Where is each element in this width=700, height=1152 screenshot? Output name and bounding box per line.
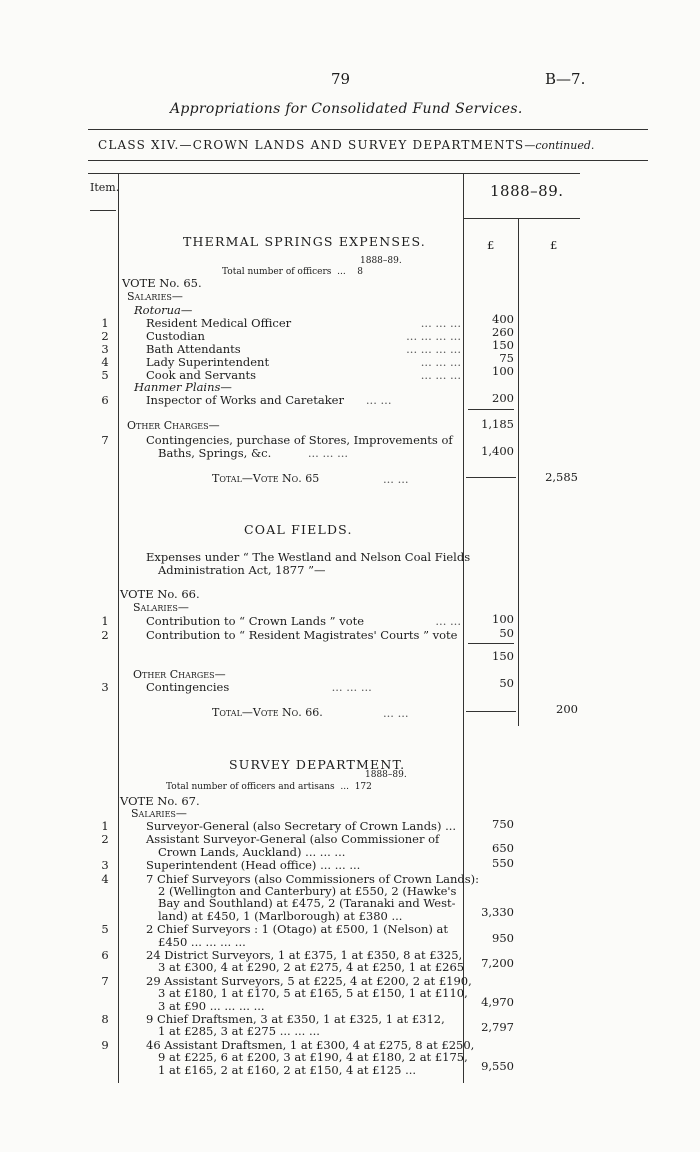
item-number: 5 bbox=[101, 922, 109, 937]
item-leader: ... ... ... ... bbox=[406, 329, 461, 343]
vote-number: VOTE No. 67. bbox=[120, 794, 200, 808]
item-amount: 150 bbox=[492, 338, 514, 352]
item-description: 2 Chief Surveyors : 1 (Otago) at £500, 1 (Nelson) at bbox=[146, 922, 449, 937]
item-label: Contribution to “ Resident Magistrates' Courts ” vote bbox=[146, 628, 458, 642]
vote-total-amount: 200 bbox=[556, 702, 578, 716]
page-number: 79 bbox=[331, 70, 351, 88]
item-number: 9 bbox=[101, 1037, 109, 1052]
item-description-cont: 3 at £180, 1 at £170, 5 at £165, 5 at £150, 1 at £110, bbox=[158, 986, 468, 1001]
item-leader: ... ... ... ... bbox=[406, 342, 461, 356]
item-amount: 4,970 bbox=[481, 994, 514, 1009]
section-title-survey: SURVEY DEPARTMENT. bbox=[229, 757, 406, 772]
officers-year: 1888–89. bbox=[365, 770, 407, 780]
section-title-coal: COAL FIELDS. bbox=[244, 522, 353, 537]
item-header-rule bbox=[90, 210, 116, 211]
salaries-heading: Salaries— bbox=[127, 290, 183, 303]
vote-number: VOTE No. 65. bbox=[122, 276, 202, 290]
year-header: 1888–89. bbox=[490, 182, 564, 200]
item-number: 3 bbox=[101, 680, 109, 694]
item-amount: 50 bbox=[499, 626, 514, 640]
item-description bbox=[146, 628, 461, 642]
item-number: 2 bbox=[101, 832, 109, 847]
item-description bbox=[146, 329, 461, 343]
item-column-divider bbox=[118, 173, 119, 1083]
item-description-cont: Bay and Southland) at £475, 2 (Taranaki and West- bbox=[158, 896, 456, 911]
subtotal-amount: 1,185 bbox=[481, 417, 514, 431]
item-description bbox=[146, 355, 461, 369]
item-description-cont: 3 at £90 ... ... ... ... bbox=[158, 998, 265, 1013]
item-amount: 7,200 bbox=[481, 956, 514, 971]
vote-number: VOTE No. 66. bbox=[120, 587, 200, 601]
top-rule bbox=[88, 129, 648, 130]
item-description: 24 District Surveyors, 1 at £375, 1 at £350, 8 at £325, bbox=[146, 948, 463, 962]
item-description-cont: land) at £450, 1 (Marlborough) at £380 ... bbox=[158, 908, 403, 923]
currency-symbol-total: £ bbox=[550, 238, 558, 252]
item-amount: 100 bbox=[492, 612, 514, 626]
page-title: Appropriations for Consolidated Fund Services. bbox=[170, 101, 523, 117]
item-number: 1 bbox=[101, 316, 109, 330]
item-label: Contribution to “ Crown Lands ” vote bbox=[146, 614, 365, 628]
coal-description-cont: Administration Act, 1877 ”— bbox=[158, 563, 326, 577]
item-number: 4 bbox=[101, 871, 109, 886]
item-label: Custodian bbox=[146, 329, 205, 343]
total-rule bbox=[466, 477, 516, 478]
item-description-cont: 1 at £165, 2 at £160, 2 at £150, 4 at £125 ... bbox=[158, 1062, 417, 1077]
item-leader: ... ... ... bbox=[420, 355, 461, 369]
item-amount: 75 bbox=[499, 351, 514, 365]
section-title-thermal: THERMAL SPRINGS EXPENSES. bbox=[183, 234, 426, 249]
item-number: 3 bbox=[101, 858, 109, 873]
item-number: 6 bbox=[101, 948, 109, 962]
salaries-heading: Salaries— bbox=[133, 601, 189, 614]
heading-rule bbox=[88, 160, 648, 161]
other-charges-heading: Other Charges— bbox=[133, 668, 226, 681]
vote-total-label: Total—Vote No. 65 bbox=[212, 472, 320, 485]
year-header-rule bbox=[463, 218, 580, 219]
item-description: Contingencies ... ... ... bbox=[146, 680, 372, 694]
item-description: Superintendent (Head office) ... ... ... bbox=[146, 858, 361, 873]
vote-total-amount: 2,585 bbox=[545, 470, 578, 484]
item-description-cont: Baths, Springs, &c. ... ... ... bbox=[158, 446, 349, 460]
item-amount: 2,797 bbox=[481, 1020, 514, 1035]
coal-description: Expenses under “ The Westland and Nelson Coal Fields bbox=[146, 550, 471, 564]
item-description: 9 Chief Draftsmen, 3 at £350, 1 at £325, 1 at £312, bbox=[146, 1012, 445, 1026]
amount-column-divider bbox=[463, 173, 464, 1083]
item-description-cont: 2 (Wellington and Canterbury) at £550, 2 (Hawke's bbox=[158, 884, 457, 898]
item-amount: 200 bbox=[492, 391, 514, 405]
item-amount: 400 bbox=[492, 312, 514, 326]
item-column-label: Item. bbox=[90, 181, 120, 194]
item-description bbox=[146, 342, 461, 356]
item-description: 29 Assistant Surveyors, 5 at £225, 4 at £200, 2 at £190, bbox=[146, 973, 472, 988]
item-description bbox=[146, 614, 461, 628]
subheading-hanmer: Hanmer Plains— bbox=[134, 380, 232, 394]
other-charges-heading: Other Charges— bbox=[127, 419, 220, 432]
item-amount: 550 bbox=[492, 856, 514, 871]
currency-symbol-detail: £ bbox=[487, 238, 495, 252]
item-label: Bath Attendants bbox=[146, 342, 241, 356]
table-top-rule bbox=[88, 173, 580, 174]
vote-total-leader: ... ... bbox=[383, 472, 409, 486]
subtotal-amount: 150 bbox=[492, 649, 514, 663]
item-description-cont: 9 at £225, 6 at £200, 3 at £190, 4 at £180, 2 at £175, bbox=[158, 1050, 468, 1065]
item-number: 8 bbox=[101, 1012, 109, 1026]
item-leader: ... ... bbox=[435, 614, 461, 628]
subtotal-rule bbox=[468, 643, 514, 644]
item-number: 6 bbox=[101, 393, 109, 407]
salaries-heading: Salaries— bbox=[131, 807, 187, 820]
officers-count-line: Total number of officers ... 8 bbox=[222, 267, 363, 277]
item-amount: 50 bbox=[499, 676, 514, 690]
item-description-cont: 1 at £285, 3 at £275 ... ... ... bbox=[158, 1024, 320, 1039]
item-amount: 1,400 bbox=[481, 444, 514, 458]
class-heading: CLASS XIV.—CROWN LANDS AND SURVEY DEPARTMENTS—continued. bbox=[98, 138, 595, 152]
subheading-rotorua: Rotorua— bbox=[134, 303, 193, 317]
item-leader: ... ... ... bbox=[420, 316, 461, 330]
item-description-cont: £450 ... ... ... ... bbox=[158, 934, 246, 949]
item-description: Surveyor-General (also Secretary of Crown Lands) ... bbox=[146, 819, 457, 833]
item-amount: 750 bbox=[492, 817, 514, 831]
item-number: 3 bbox=[101, 342, 109, 356]
item-description: Contingencies, purchase of Stores, Improvements of bbox=[146, 433, 453, 447]
item-number: 7 bbox=[101, 433, 109, 447]
vote-total-label: Total—Vote No. 66. bbox=[212, 706, 323, 719]
page-reference: B—7. bbox=[545, 70, 586, 88]
officers-count-line: Total number of officers and artisans ... 172 bbox=[166, 782, 372, 792]
item-label: Lady Superintendent bbox=[146, 355, 270, 369]
item-label: Cook and Servants bbox=[146, 368, 257, 382]
item-description: Inspector of Works and Caretaker ... ... bbox=[146, 393, 392, 407]
subtotal-rule bbox=[468, 409, 514, 410]
item-number: 4 bbox=[101, 355, 109, 369]
item-leader: ... ... ... bbox=[420, 368, 461, 382]
item-amount: 650 bbox=[492, 840, 514, 855]
item-amount: 100 bbox=[492, 364, 514, 378]
item-description: 46 Assistant Draftsmen, 1 at £300, 4 at £275, 8 at £250, bbox=[146, 1037, 475, 1052]
vote-total-leader: ... ... bbox=[383, 706, 409, 720]
item-label: Resident Medical Officer bbox=[146, 316, 292, 330]
item-description: Assistant Surveyor-General (also Commissioner of bbox=[146, 832, 440, 847]
item-description: 7 Chief Surveyors (also Commissioners of Crown Lands): bbox=[146, 871, 480, 886]
item-number: 2 bbox=[101, 628, 109, 642]
item-number: 2 bbox=[101, 329, 109, 343]
item-amount: 950 bbox=[492, 930, 514, 945]
item-description-cont: 3 at £300, 4 at £290, 2 at £275, 4 at £250, 1 at £265 bbox=[158, 960, 465, 975]
item-amount: 3,330 bbox=[481, 904, 514, 919]
item-number: 5 bbox=[101, 368, 109, 382]
item-number: 7 bbox=[101, 973, 109, 988]
total-rule bbox=[466, 711, 516, 712]
item-amount: 260 bbox=[492, 325, 514, 339]
item-description-cont: Crown Lands, Auckland) ... ... ... bbox=[158, 844, 346, 859]
item-amount: 9,550 bbox=[481, 1058, 514, 1073]
item-number: 1 bbox=[101, 819, 109, 833]
officers-year: 1888–89. bbox=[360, 256, 402, 266]
item-description bbox=[146, 316, 461, 330]
item-number: 1 bbox=[101, 614, 109, 628]
